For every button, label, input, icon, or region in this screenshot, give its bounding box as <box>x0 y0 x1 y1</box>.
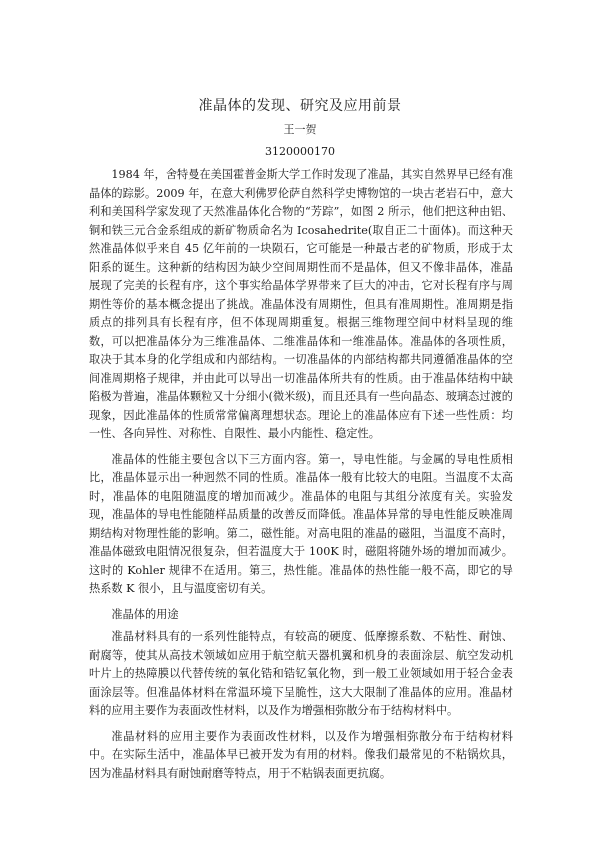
paragraph-discovery: 1984 年，舍特曼在美国霍普金斯大学工作时发现了准晶，其实自然界早已经有准晶体的踪影。2009 年，在意大利佛罗伦萨自然科学史博物馆的一块古老岩石中，意大利和美国科学家发现了天然准晶体化合物的“芳踪”，如图 2 所示，他们把这种由铝、铜和铁三元合金系组成的新矿物质命名为 Icosahedrite(取自正二十面体)。而这种天然准晶体似乎来自 45 亿年前的一块陨石，它可能是一种最古老的矿物质，形成于太阳系的诞生。这种新的结构因为缺少空间周期性而不是晶体，但又不像非晶体，准晶展现了完美的长程有序，这个事实给晶体学界带来了巨大的冲击，它对长程有序与周期性等价的基本概念提出了挑战。准晶体没有周期性，但具有准周期性。准周期是指质点的排列具有长程有序，但不体现周期重复。根据三维物理空间中材料呈现的维数，可以把准晶体分为三维准晶体、二维准晶体和一维准晶体。准晶体的各项性质，取决于其本身的化学组成和内部结构。一切准晶体的内部结构都共同遵循准晶体的空间准周期格子规律，并由此可以导出一切准晶体所共有的性质。由于准晶体结构中缺陷极为普遍，准晶体颗粒又十分细小(微米级)，而且还具有一些向晶态、玻璃态过渡的现象，因此准晶体的性质常常偏离理想状态。理论上的准晶体应有下述一些性质：均一性、各向异性、对称性、自限性、最小内能性、稳定性。 <box>89 168 513 440</box>
author-name: 王一贺 <box>283 123 317 136</box>
document-body <box>89 166 513 790</box>
student-id: 3120000170 <box>265 145 335 158</box>
paragraph-applications: 准晶材料具有的一系列性能特点，有较高的硬度、低摩擦系数、不粘性、耐蚀、耐腐等，使其从高技术领域如应用于航空航天器机翼和机身的表面涂层、航空发动机叶片上的热障膜以代替传统的氧化锆和锆钇氧化物，到一般工业领域如用于轻合金表面涂层等。但准晶体材料在常温环境下呈脆性，这大大限制了准晶体的应用。准晶材料的应用主要作为表面改性材料，以及作为增强相弥散分布于结构材料中。 <box>89 630 513 717</box>
section-heading-uses: 准晶体的用途 <box>111 607 179 621</box>
paragraph-daily-use: 准晶材料的应用主要作为表面改性材料，以及作为增强相弥散分布于结构材料中。在实际生活中，准晶体早已被开发为有用的材料。像我们最常见的不粘锅炊具，因为准晶材料具有耐蚀耐磨等特点，用于不粘锅表面更抗腐。 <box>89 729 513 780</box>
paragraph-properties: 准晶体的性能主要包含以下三方面内容。第一，导电性能。与金属的导电性质相比，准晶体显示出一种迥然不同的性质。准晶体一般有比较大的电阻。当温度不太高时，准晶体的电阻随温度的增加而减少。准晶体的电阻与其组分浓度有关。实验发现，准晶体的导电性能随样品质量的改善反而降低。准晶体异常的导电性能反映准周期结构对物理性能的影响。第二，磁性能。对高电阻的准晶的磁阻，当温度不高时，准晶体磁致电阻情况很复杂，但若温度大于 100K 时，磁阻将随外场的增加而减少。这时的 Kohler 规律不在适用。第三，热性能。准晶体的热性能一般不高，即它的导热系数 K 很小，且与温度密切有关。 <box>89 452 513 595</box>
document-title: 准晶体的发现、研究及应用前景 <box>198 98 402 114</box>
